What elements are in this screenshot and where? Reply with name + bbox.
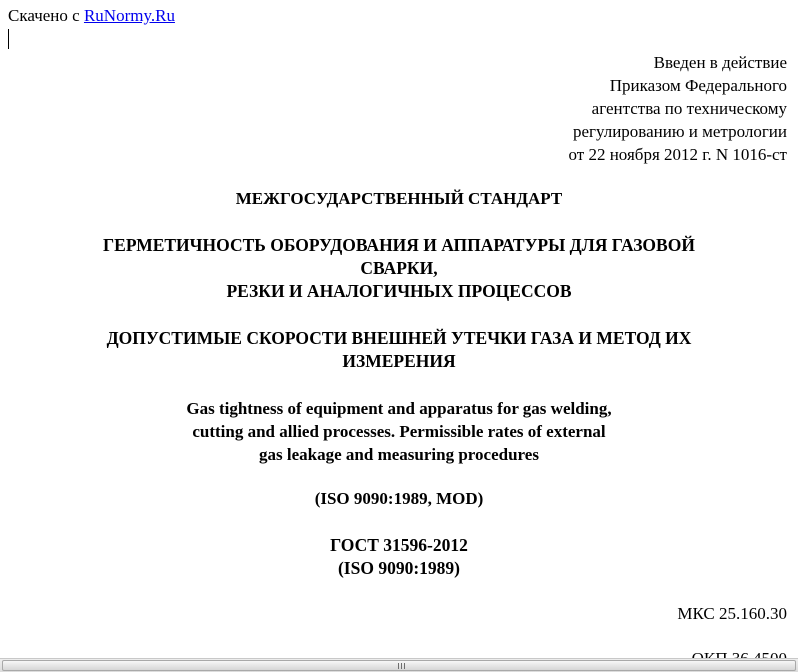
source-link[interactable]: RuNormy.Ru xyxy=(83,6,175,25)
english-title-line: gas leakage and measuring procedures xyxy=(259,445,539,464)
title-line: ГЕРМЕТИЧНОСТЬ ОБОРУДОВАНИЯ И АППАРАТУРЫ ДЛЯ ГАЗОВОЙ xyxy=(103,235,695,255)
standard-type-heading: МЕЖГОСУДАРСТВЕННЫЙ СТАНДАРТ xyxy=(235,189,563,208)
title-line: СВАРКИ, xyxy=(360,258,438,278)
approval-line: Приказом Федерального xyxy=(609,76,787,95)
approval-line: от 22 ноября 2012 г. N 1016-ст xyxy=(568,145,787,164)
english-title-line: cutting and allied processes. Permissible rates of external xyxy=(192,422,606,441)
gost-line: (ISO 9090:1989) xyxy=(337,558,460,578)
source-prefix: Скачено с xyxy=(8,6,84,25)
standard-title xyxy=(0,234,798,303)
standard-subtitle xyxy=(0,327,798,373)
approval-block xyxy=(569,51,788,166)
scrollbar-thumb[interactable] xyxy=(2,660,796,671)
iso-reference: (ISO 9090:1989, MOD) xyxy=(314,489,484,508)
english-title-line: Gas tightness of equipment and apparatus for gas welding, xyxy=(186,399,612,418)
source-line xyxy=(8,6,175,26)
approval-line: агентства по техническому xyxy=(591,99,787,118)
scroll-grip-icon xyxy=(397,663,407,669)
english-title xyxy=(0,397,798,466)
horizontal-scrollbar[interactable] xyxy=(0,658,798,672)
subtitle-line: ИЗМЕРЕНИЯ xyxy=(342,351,456,371)
title-line: РЕЗКИ И АНАЛОГИЧНЫХ ПРОЦЕССОВ xyxy=(226,281,572,301)
mks-code: МКС 25.160.30 xyxy=(677,604,787,623)
approval-line: регулированию и метрологии xyxy=(572,122,787,141)
approval-line: Введен в действие xyxy=(653,53,787,72)
gost-designation xyxy=(0,534,798,580)
gost-line: ГОСТ 31596-2012 xyxy=(330,535,468,555)
text-cursor xyxy=(8,29,9,49)
subtitle-line: ДОПУСТИМЫЕ СКОРОСТИ ВНЕШНЕЙ УТЕЧКИ ГАЗА И МЕТОД ИХ xyxy=(106,328,692,348)
